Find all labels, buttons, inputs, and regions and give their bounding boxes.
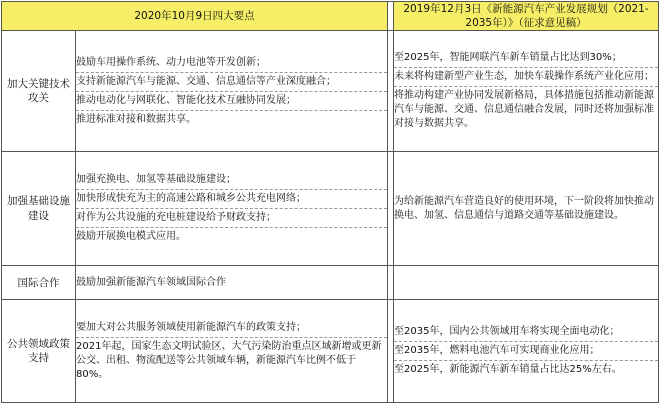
category-cell: 加强基础设施建设	[2, 152, 76, 266]
measure-item: 2021年起，国家生态文明试验区、大气污染防治重点区域新增或更新公交、出租、物流配送等公共领域车辆，新能源汽车比例不低于80%。	[76, 340, 382, 380]
plan-item: 为给新能源汽车营造良好的使用环境，下一阶段将加快推动换电、加氢、信息通信与道路交通等基础设施建设。	[394, 195, 655, 221]
plan-cell	[394, 152, 659, 266]
plan-item: 至2025年，智能网联汽车新车销量占比达到30%；	[394, 49, 658, 68]
measure-item: 支持新能源汽车与能源、交通、信息通信等产业深度融合；	[76, 73, 387, 92]
table-row	[2, 300, 659, 403]
measures-cell	[76, 152, 388, 266]
measure-item: 鼓励加强新能源汽车领域国际合作	[76, 276, 226, 288]
plan-item: 未来将构建新型产业生态，加快车载操作系统产业化应用；	[394, 68, 658, 87]
plan-cell	[394, 31, 659, 152]
measure-item: 对作为公共设施的充电桩建设给予财政支持；	[76, 209, 387, 228]
measure-item: 鼓励车用操作系统、动力电池等开发创新；	[76, 54, 387, 73]
measure-item: 推进标准对接和数据共享。	[76, 113, 196, 125]
plan-item: 至2035年，燃料电池汽车可实现商业化应用；	[394, 342, 658, 361]
header-row	[2, 2, 659, 31]
measure-item: 要加大对公共服务领域使用新能源汽车的政策支持；	[76, 319, 387, 338]
plan-cell	[394, 300, 659, 403]
measures-cell	[76, 266, 388, 300]
category-cell: 国际合作	[2, 266, 76, 300]
category-cell: 公共领域政策支持	[2, 300, 76, 403]
measure-item: 加快形成快充为主的高速公路和城乡公共充电网络；	[76, 190, 387, 209]
policy-comparison-table	[1, 1, 659, 403]
table-row	[2, 152, 659, 266]
plan-cell	[394, 266, 659, 300]
table-row	[2, 31, 659, 152]
right-header: 2019年12月3日《新能源汽车产业发展规划（2021-2035年）》（征求意见稿）	[394, 2, 659, 31]
measures-cell	[76, 300, 388, 403]
measure-item: 推动电动化与网联化、智能化技术互融协同发展；	[76, 92, 387, 111]
category-cell: 加大关键技术攻关	[2, 31, 76, 152]
left-header: 2020年10月9日四大要点	[2, 2, 388, 31]
plan-item: 至2035年，国内公共领域用车将实现全面电动化；	[394, 323, 658, 342]
plan-item: 至2025年，新能源汽车新车销量占比达25%左右。	[394, 364, 622, 376]
table-row	[2, 266, 659, 300]
plan-item: 将推动构建产业协同发展新格局，具体措施包括推动新能源汽车与能源、交通、信息通信融合发展，同时还将加强标准对接与数据共享。	[394, 90, 655, 130]
measures-cell	[76, 31, 388, 152]
measure-item: 鼓励开展换电模式应用。	[76, 231, 186, 243]
measure-item: 加强充换电、加氢等基础设施建设；	[76, 171, 387, 190]
